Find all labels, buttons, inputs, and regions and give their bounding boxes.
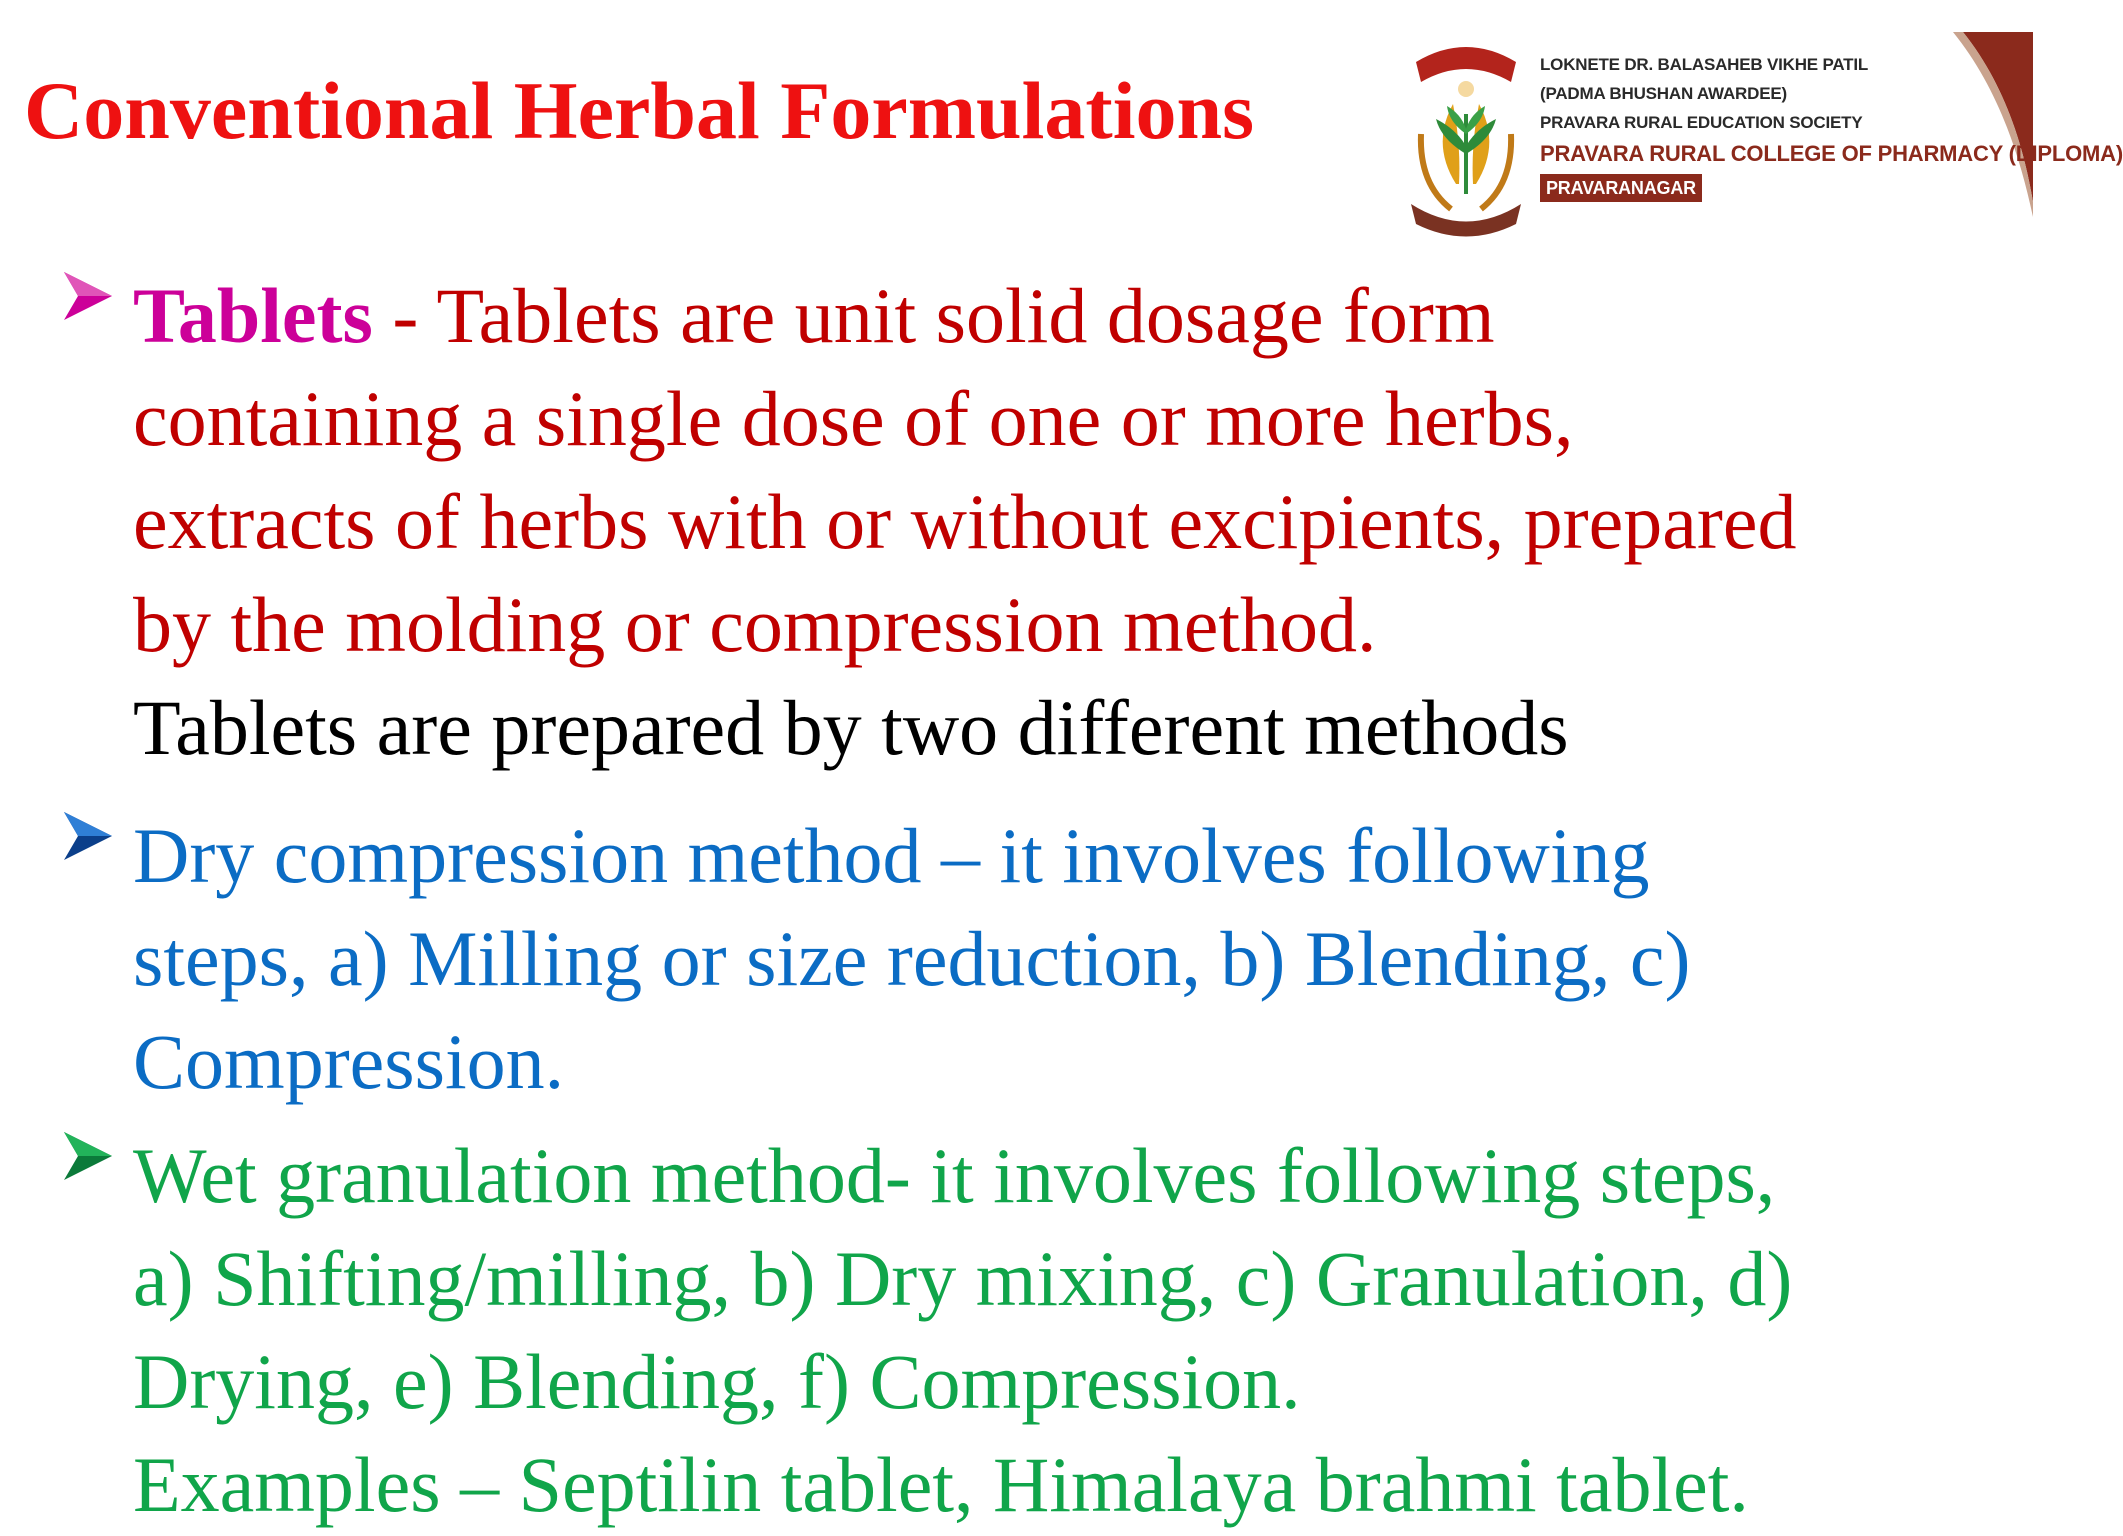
tablets-line: Tablets are unit solid dosage form bbox=[436, 272, 1495, 359]
dry-compression-paragraph bbox=[133, 804, 1691, 1113]
dry-line: Dry compression method – it involves following bbox=[133, 812, 1650, 899]
pravara-emblem-icon bbox=[1401, 34, 1531, 239]
wet-line: Wet granulation method- it involves following steps, bbox=[133, 1132, 1776, 1219]
tablets-dash: - bbox=[372, 272, 437, 359]
logo-line: LOKNETE DR. BALASAHEB VIKHE PATIL bbox=[1540, 55, 1869, 74]
arrow-bullet-icon bbox=[60, 1128, 116, 1184]
wet-line: Drying, e) Blending, f) Compression. bbox=[133, 1338, 1301, 1425]
tablets-paragraph bbox=[133, 264, 1796, 779]
logo-line: PRAVARA RURAL EDUCATION SOCIETY bbox=[1540, 113, 1863, 132]
college-logo bbox=[1395, 32, 2123, 242]
tablets-line: containing a single dose of one or more herbs, bbox=[133, 375, 1574, 462]
dry-line: steps, a) Milling or size reduction, b) Blending, c) bbox=[133, 915, 1691, 1002]
logo-place: PRAVARANAGAR bbox=[1540, 174, 1702, 202]
dry-line: Compression. bbox=[133, 1018, 565, 1105]
tablets-line: by the molding or compression method. bbox=[133, 581, 1377, 668]
slide-title: Conventional Herbal Formulations bbox=[24, 65, 1255, 156]
wet-granulation-paragraph bbox=[133, 1124, 1792, 1536]
wet-line: a) Shifting/milling, b) Dry mixing, c) Granulation, d) bbox=[133, 1235, 1793, 1322]
arrow-bullet-icon bbox=[60, 808, 116, 864]
examples-line: Examples – Septilin tablet, Himalaya brahmi tablet. bbox=[133, 1441, 1749, 1528]
tablets-term: Tablets bbox=[133, 272, 373, 359]
arrow-bullet-icon bbox=[60, 268, 116, 324]
logo-text bbox=[1540, 50, 2123, 203]
tablets-line: extracts of herbs with or without excipients, prepared bbox=[133, 478, 1797, 565]
logo-college-name: PRAVARA RURAL COLLEGE OF PHARMACY (DIPLOMA) bbox=[1540, 141, 2123, 166]
tablets-methods-note: Tablets are prepared by two different methods bbox=[133, 684, 1569, 771]
logo-line: (PADMA BHUSHAN AWARDEE) bbox=[1540, 84, 1787, 103]
